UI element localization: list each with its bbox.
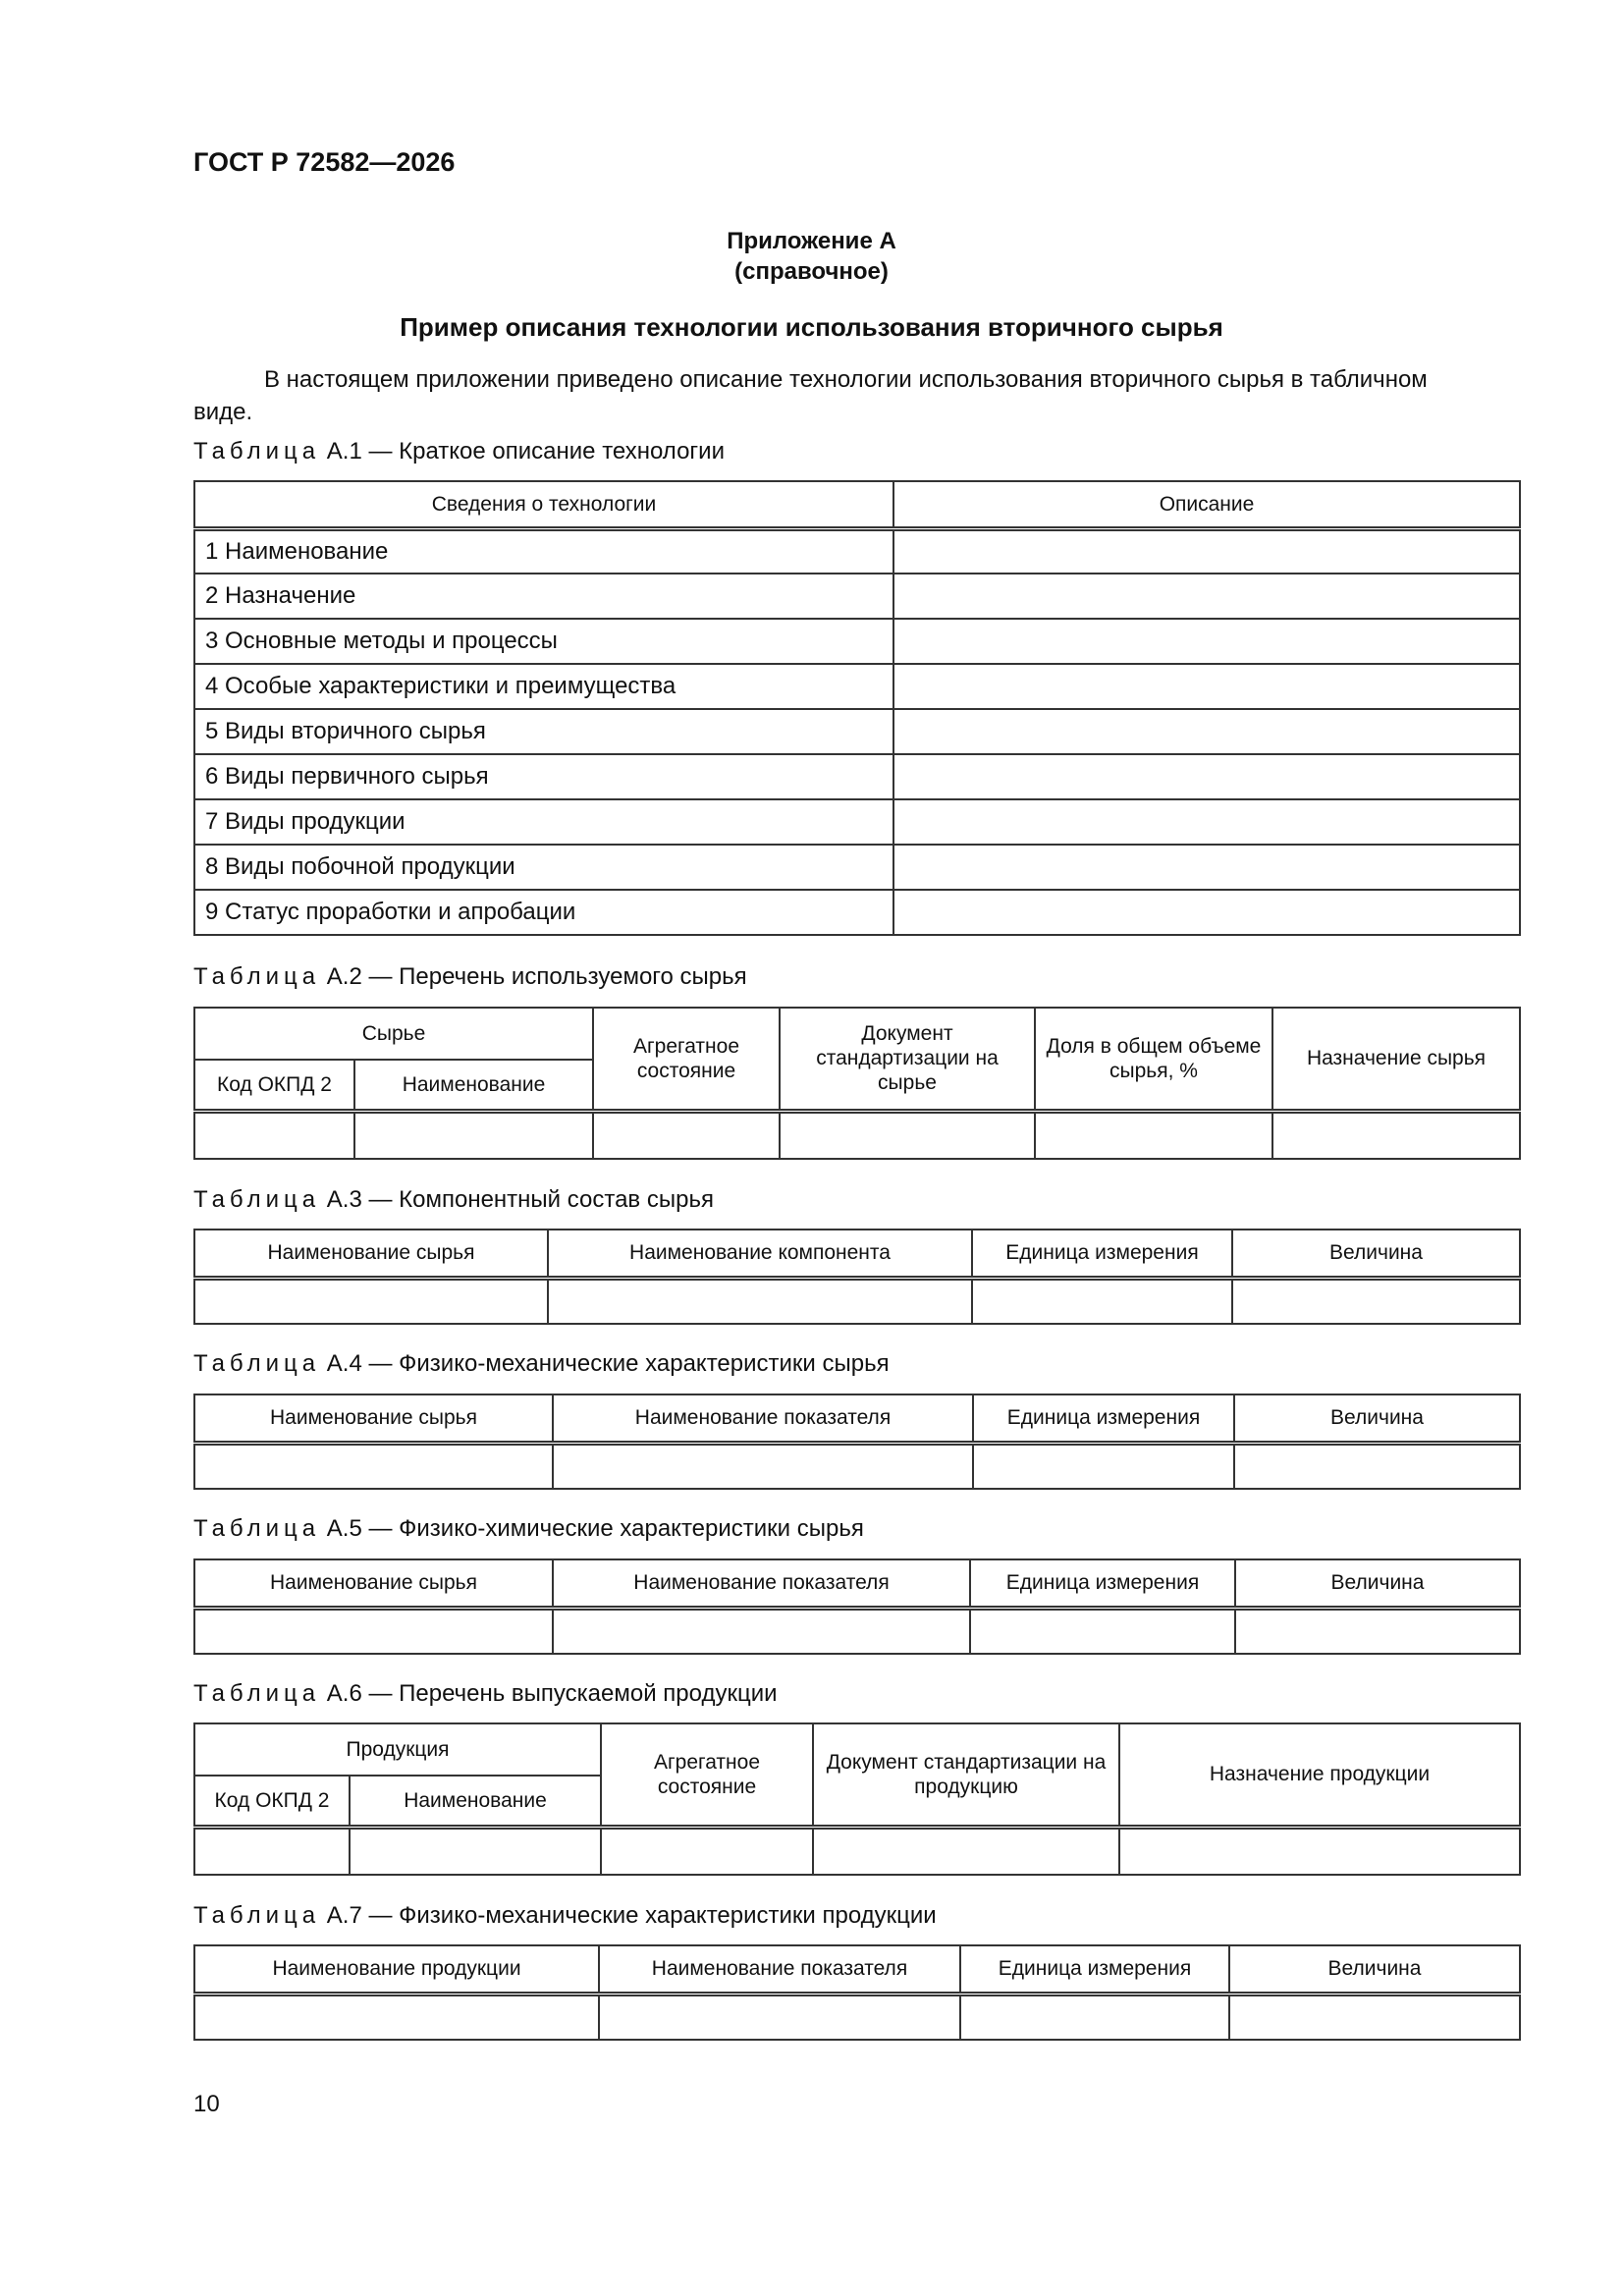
table-header-row [194,1230,1520,1278]
empty-cell [601,1827,813,1875]
empty-cell [1272,1111,1520,1159]
caption-word: Таблица [193,1350,321,1377]
header-cell: Наименование сырья [194,1559,553,1608]
empty-cell [548,1278,972,1324]
annex-heading: Пример описания технологии использования вторичного сырья [400,312,1223,342]
table-header-row [194,1559,1520,1608]
header-cell: Наименование продукции [194,1945,599,1994]
empty-cell [813,1827,1119,1875]
header-cell: Величина [1229,1945,1520,1994]
caption-word: Таблица [193,1515,321,1542]
table-a5-caption [193,1515,864,1543]
header-cell: Величина [1235,1559,1520,1608]
table-row [194,664,1520,709]
empty-cell [893,709,1520,754]
row-label: 3 Основные методы и процессы [194,619,893,664]
table-row [194,845,1520,890]
header-cell: Агрегатное состояние [601,1723,813,1827]
header-cell: Единица измерения [960,1945,1229,1994]
header-cell: Документ стандартизации на сырье [780,1008,1035,1111]
empty-cell [893,619,1520,664]
empty-cell [1235,1608,1520,1654]
page-number: 10 [193,2091,220,2117]
table-row [194,799,1520,845]
row-label: 6 Виды первичного сырья [194,754,893,799]
row-label: 8 Виды побочной продукции [194,845,893,890]
annex-subtitle: (справочное) [734,258,889,285]
row-label: 4 Особые характеристики и преимущества [194,664,893,709]
empty-cell [893,574,1520,619]
caption-word: Таблица [193,963,321,990]
table-a7-caption [193,1902,937,1930]
table-header-row [194,1723,1520,1776]
empty-cell [780,1111,1035,1159]
table-row [194,754,1520,799]
empty-cell [893,754,1520,799]
table-a4-caption [193,1350,890,1378]
empty-cell [893,528,1520,574]
table-row [194,574,1520,619]
empty-cell [893,845,1520,890]
header-cell: Документ стандартизации на продукцию [813,1723,1119,1827]
empty-cell [194,1111,354,1159]
empty-cell [194,1443,553,1489]
table-row [194,1111,1520,1159]
table-a2 [193,1007,1521,1160]
intro-line-2: виде. [193,399,253,425]
table-row [194,619,1520,664]
caption-word: Таблица [193,1680,321,1707]
empty-cell [893,799,1520,845]
empty-cell [1232,1278,1520,1324]
caption-text: А.4 — Физико-механические характеристики сырья [326,1350,890,1377]
header-cell: Наименование показателя [599,1945,960,1994]
table-row [194,709,1520,754]
caption-text: А.6 — Перечень выпускаемой продукции [326,1680,778,1707]
header-cell: Наименование компонента [548,1230,972,1278]
header-cell: Назначение сырья [1272,1008,1520,1111]
header-cell: Назначение продукции [1119,1723,1520,1827]
header-cell: Наименование показателя [553,1559,970,1608]
document-code: ГОСТ Р 72582—2026 [193,147,456,177]
empty-cell [1234,1443,1520,1489]
empty-cell [1119,1827,1520,1875]
table-row [194,1994,1520,2040]
empty-cell [893,664,1520,709]
empty-cell [893,890,1520,935]
empty-cell [553,1608,970,1654]
table-a4 [193,1394,1521,1490]
header-cell: Агрегатное состояние [593,1008,780,1111]
header-cell: Код ОКПД 2 [194,1776,350,1827]
header-cell: Величина [1234,1394,1520,1443]
table-a6-caption [193,1680,778,1708]
header-cell: Единица измерения [972,1230,1232,1278]
header-cell: Доля в общем объеме сырья, % [1035,1008,1272,1111]
table-a7 [193,1944,1521,2041]
header-cell: Сырье [194,1008,593,1060]
table-header-row [194,1394,1520,1443]
header-cell: Единица измерения [973,1394,1234,1443]
empty-cell [194,1278,548,1324]
table-a1 [193,480,1521,936]
header-cell: Наименование сырья [194,1230,548,1278]
table-row [194,890,1520,935]
header-cell: Наименование сырья [194,1394,553,1443]
header-cell: Сведения о технологии [194,481,893,528]
row-label: 5 Виды вторичного сырья [194,709,893,754]
table-a3-caption [193,1186,714,1214]
caption-text: А.5 — Физико-химические характеристики сырья [326,1515,864,1542]
empty-cell [970,1608,1235,1654]
caption-word: Таблица [193,438,321,465]
table-a5 [193,1558,1521,1655]
table-a1-caption [193,438,725,465]
caption-text: А.1 — Краткое описание технологии [326,438,725,465]
empty-cell [194,1994,599,2040]
header-cell: Описание [893,481,1520,528]
intro-line-1: В настоящем приложении приведено описание технологии использования вторичного сырья в табличном [264,366,1428,393]
header-cell: Наименование [350,1776,601,1827]
table-header-row [194,1945,1520,1994]
header-cell: Единица измерения [970,1559,1235,1608]
empty-cell [194,1827,350,1875]
table-a6 [193,1722,1521,1876]
empty-cell [1229,1994,1520,2040]
table-row [194,1443,1520,1489]
empty-cell [972,1278,1232,1324]
empty-cell [960,1994,1229,2040]
table-header-row [194,1008,1520,1060]
table-row [194,1827,1520,1875]
caption-text: А.3 — Компонентный состав сырья [326,1186,714,1213]
table-row [194,1278,1520,1324]
header-cell: Продукция [194,1723,601,1776]
header-cell: Наименование [354,1060,593,1111]
table-a2-caption [193,963,747,991]
row-label: 2 Назначение [194,574,893,619]
row-label: 1 Наименование [194,528,893,574]
header-cell: Код ОКПД 2 [194,1060,354,1111]
header-cell: Наименование показателя [553,1394,973,1443]
table-a3 [193,1229,1521,1325]
caption-word: Таблица [193,1902,321,1929]
empty-cell [1035,1111,1272,1159]
header-cell: Величина [1232,1230,1520,1278]
empty-cell [973,1443,1234,1489]
row-label: 9 Статус проработки и апробации [194,890,893,935]
table-header-row [194,481,1520,528]
empty-cell [350,1827,601,1875]
table-row [194,1608,1520,1654]
empty-cell [599,1994,960,2040]
empty-cell [553,1443,973,1489]
caption-word: Таблица [193,1186,321,1213]
empty-cell [194,1608,553,1654]
table-row [194,528,1520,574]
caption-text: А.7 — Физико-механические характеристики продукции [326,1902,937,1929]
empty-cell [593,1111,780,1159]
row-label: 7 Виды продукции [194,799,893,845]
annex-title: Приложение А [727,228,896,254]
caption-text: А.2 — Перечень используемого сырья [326,963,747,990]
intro-paragraph [193,363,1519,428]
empty-cell [354,1111,593,1159]
